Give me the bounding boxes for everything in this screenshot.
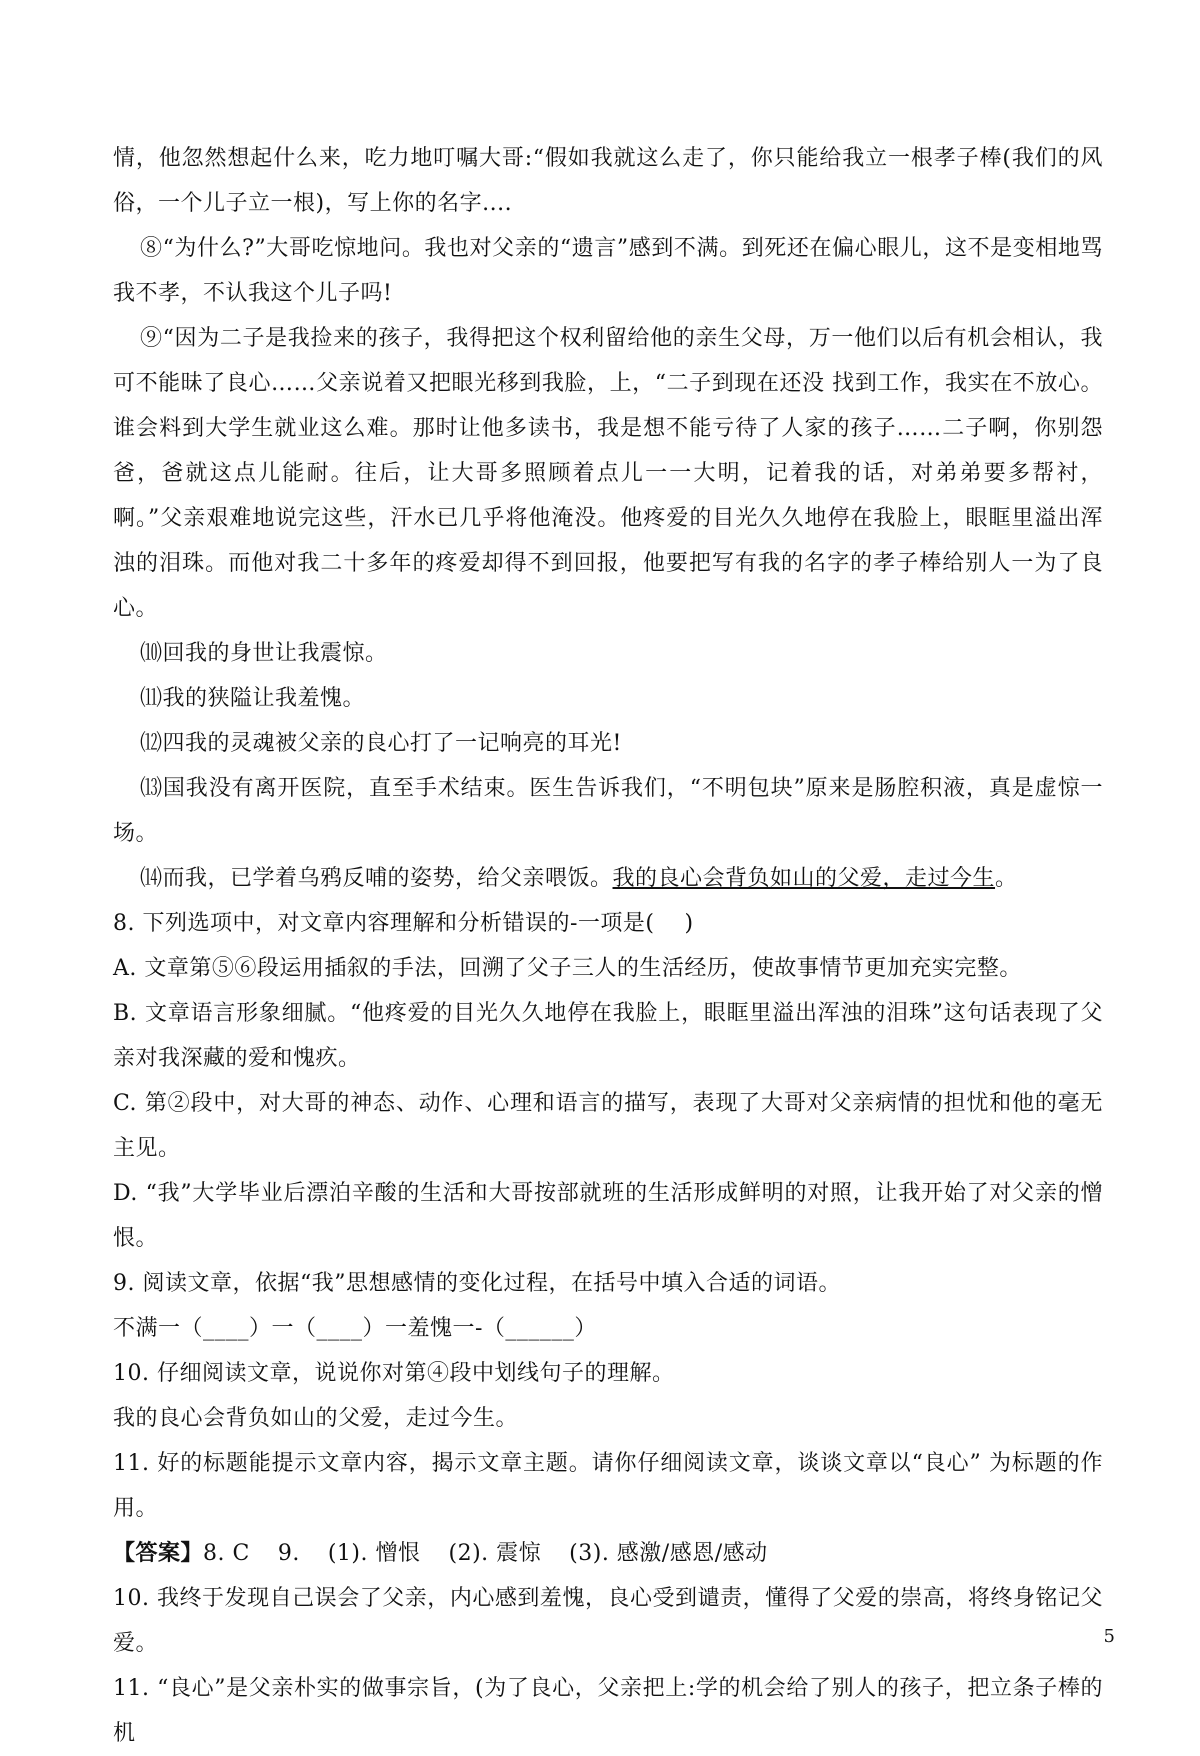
paragraph-12: ⑿四我的灵魂被父亲的良心打了一记响亮的耳光! [140,731,622,756]
question-9-blanks: 不满一（____）一（____）一羞愧一-（______） [113,1316,597,1341]
answer-9-3: (3). 感激/感恩/感动 [569,1541,768,1566]
paragraph-8: ⑧“为什么?”大哥吃惊地问。我也对父亲的“遗言”感到不满。到死还在偏心眼儿，这不是变相地骂我不孝，不认我这个儿子吗! [113,236,1103,306]
reading-passage [113,136,1103,1756]
paragraph-9: ⑨“因为二子是我捡来的孩子，我得把这个权利留给他的亲生父母，万一他们以后有机会相认，我可不能昧了良心……父亲说着又把眼光移到我脸，上，“二子到现在还没 找到工作，我实在不放心。谁会料到大学生就业这么难。那时让他多读书，我是想不能亏待了人家的孩子……二子啊，你别怨爸，爸就这点儿能耐。往后，让大哥多照顾着点儿一一大明，记着我的话，对弟弟要多帮衬，啊。”父亲艰难地说完这些，汗水已几乎将他淹没。他疼爱的目光久久地停在我脸上，眼眶里溢出浑浊的泪珠。而他对我二十多年的疼爱却得不到回报，他要把写有我的名字的孝子棒给别人一为了良心。 [113,326,1103,621]
answer-9-2: (2). 震惊 [448,1541,542,1566]
question-8-option-c: C. 第②段中，对大哥的神态、动作、心理和语言的描写，表现了大哥对父亲病情的担忧和他的毫无主见。 [113,1091,1103,1161]
paragraph-14: ⒁而我，已学着乌鸦反哺的姿势，给父亲喂饭。我的良心会背负如山的父爱，走过今生。 [140,866,1018,891]
question-10: 10. 仔细阅读文章，说说你对第④段中划线句子的理解。 [113,1361,675,1386]
paragraph-13: ⒀国我没有离开医院，直至手术结束。医生告诉我们，“不明包块”原来是肠腔积液，真是虚惊一场。 [113,776,1103,846]
question-8-option-d: D. “我”大学毕业后漂泊辛酸的生活和大哥按部就班的生活形成鲜明的对照，让我开始了对父亲的憎恨。 [113,1181,1103,1251]
paragraph-11: ⑾我的狭隘让我羞愧。 [140,686,366,711]
question-8: 8. 下列选项中，对文章内容理解和分析错误的-一项是( ) [113,911,694,936]
paragraph-10: ⑽回我的身世让我震惊。 [140,641,388,666]
answer-label: 【答案】 [113,1540,204,1566]
question-9: 9. 阅读文章，依据“我”思想感情的变化过程，在括号中填入合适的词语。 [113,1271,841,1296]
answer-10: 10. 我终于发现自己误会了父亲，内心感到羞愧，良心受到谴责，懂得了父爱的崇高，将终身铭记父爱。 [113,1586,1103,1656]
underlined-sentence: 我的良心会背负如山的父爱，走过今生 [612,866,996,891]
question-11: 11. 好的标题能提示文章内容，揭示文章主题。请你仔细阅读文章，谈谈文章以“良心” 为标题的作用。 [113,1451,1103,1521]
page-number: 5 [1103,1626,1115,1647]
answer-11: 11. “良心”是父亲朴实的做事宗旨，(为了良心，父亲把上:学的机会给了别人的孩子，把立条子棒的机 [113,1676,1103,1746]
answer-9-number: 9. [277,1541,300,1566]
answer-8: 8. C [203,1541,250,1566]
question-8-option-b: B. 文章语言形象细腻。“他疼爱的目光久久地停在我脸上，眼眶里溢出浑浊的泪珠”这句话表现了父亲对我深藏的爱和愧疚。 [113,1001,1103,1071]
question-10-quote: 我的良心会背负如山的父爱，走过今生。 [113,1406,519,1431]
answer-9-1: (1). 憎恨 [327,1541,421,1566]
answer-line [113,1531,1103,1576]
paragraph-7-end: 情，他忽然想起什么来，吃力地叮嘱大哥:“假如我就这么走了，你只能给我立一根孝子棒(我们的风俗，一个儿子立一根)，写上你的名字.... [113,146,1103,216]
paragraph-14-lead: ⒁而我，已学着乌鸦反哺的姿势，给父亲喂饭。 [140,866,613,891]
question-8-option-a: A. 文章第⑤⑥段运用插叙的手法，回溯了父子三人的生活经历，使故事情节更加充实完整。 [113,956,1022,981]
